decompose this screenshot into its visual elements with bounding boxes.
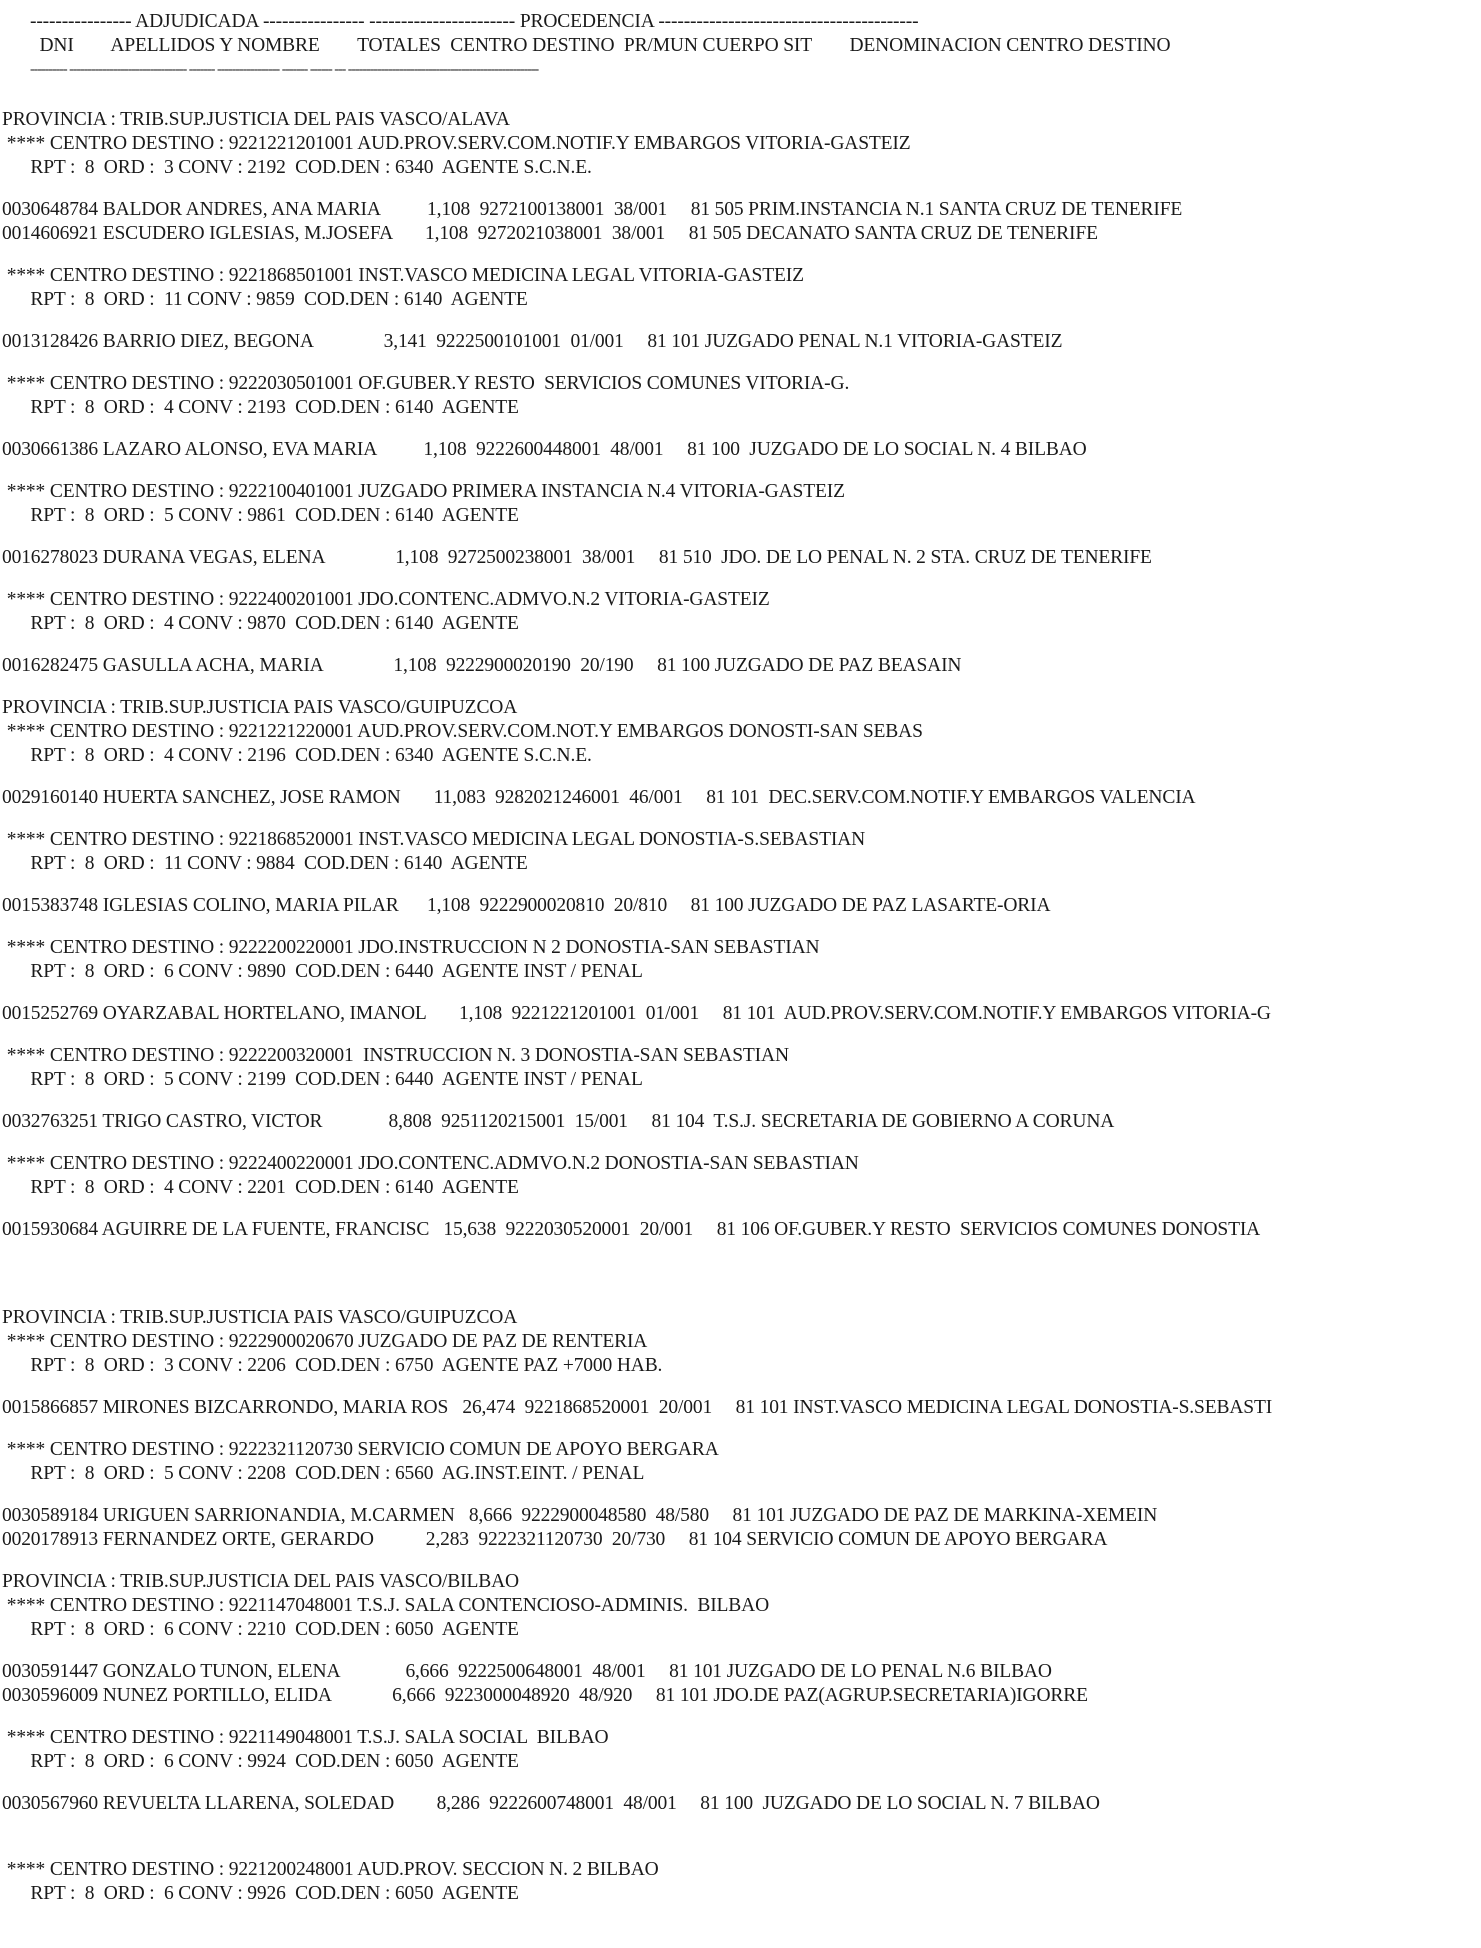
center-detail: RPT : 8 ORD : 4 CONV : 2193 COD.DEN : 6140 AGENTE [2, 397, 519, 418]
center-detail: RPT : 8 ORD : 4 CONV : 9870 COD.DEN : 6140 AGENTE [2, 613, 519, 634]
record-row: 0030661386 LAZARO ALONSO, EVA MARIA 1,108 9222600448001 48/001 81 100 JUZGADO DE LO SOCIAL N. 4 BILBAO [2, 439, 1087, 460]
center-detail: RPT : 8 ORD : 6 CONV : 9926 COD.DEN : 6050 AGENTE [2, 1883, 519, 1904]
center-heading: **** CENTRO DESTINO : 9222200320001 INSTRUCCION N. 3 DONOSTIA-SAN SEBASTIAN [2, 1045, 789, 1066]
column-headers: DNI APELLIDOS Y NOMBRE TOTALES CENTRO DESTINO PR/MUN CUERPO SIT DENOMINACION CENTRO DESTINO [30, 35, 1171, 56]
record-row: 0016282475 GASULLA ACHA, MARIA 1,108 9222900020190 20/190 81 100 JUZGADO DE PAZ BEASAIN [2, 655, 962, 676]
record-row: 0015252769 OYARZABAL HORTELANO, IMANOL 1,108 9221221201001 01/001 81 101 AUD.PROV.SERV.COM.NOTIF.Y EMBARGOS VITORIA-G [2, 1003, 1271, 1024]
header-rule-bottom: ---------- -------------------------------- ------- ----------------- ------- ------ --- ---------------------------------------------------- [30, 62, 539, 77]
record-row: 0030591447 GONZALO TUNON, ELENA 6,666 9222500648001 48/001 81 101 JUZGADO DE LO PENAL N.6 BILBAO [2, 1661, 1052, 1682]
center-heading: **** CENTRO DESTINO : 9221147048001 T.S.J. SALA CONTENCIOSO-ADMINIS. BILBAO [2, 1595, 770, 1616]
center-heading: **** CENTRO DESTINO : 9221200248001 AUD.PROV. SECCION N. 2 BILBAO [2, 1859, 659, 1880]
record-row: 0016278023 DURANA VEGAS, ELENA 1,108 9272500238001 38/001 81 510 JDO. DE LO PENAL N. 2 STA. CRUZ DE TENERIFE [2, 547, 1152, 568]
center-detail: RPT : 8 ORD : 6 CONV : 9924 COD.DEN : 6050 AGENTE [2, 1751, 519, 1772]
province-heading: PROVINCIA : TRIB.SUP.JUSTICIA PAIS VASCO/GUIPUZCOA [2, 697, 518, 718]
province-heading: PROVINCIA : TRIB.SUP.JUSTICIA DEL PAIS VASCO/BILBAO [2, 1571, 519, 1592]
center-detail: RPT : 8 ORD : 11 CONV : 9884 COD.DEN : 6140 AGENTE [2, 853, 528, 874]
center-heading: **** CENTRO DESTINO : 9222321120730 SERVICIO COMUN DE APOYO BERGARA [2, 1439, 719, 1460]
province-heading: PROVINCIA : TRIB.SUP.JUSTICIA PAIS VASCO/GUIPUZCOA [2, 1307, 518, 1328]
center-heading: **** CENTRO DESTINO : 9221868501001 INST.VASCO MEDICINA LEGAL VITORIA-GASTEIZ [2, 265, 804, 286]
header-rule-top: ---------------- ADJUDICADA ---------------- ----------------------- PROCEDENCIA ----------------------------------------- [30, 11, 919, 32]
center-detail: RPT : 8 ORD : 3 CONV : 2192 COD.DEN : 6340 AGENTE S.C.N.E. [2, 157, 592, 178]
record-row: 0030567960 REVUELTA LLARENA, SOLEDAD 8,286 9222600748001 48/001 81 100 JUZGADO DE LO SOCIAL N. 7 BILBAO [2, 1793, 1100, 1814]
record-row: 0014606921 ESCUDERO IGLESIAS, M.JOSEFA 1,108 9272021038001 38/001 81 505 DECANATO SANTA CRUZ DE TENERIFE [2, 223, 1098, 244]
center-detail: RPT : 8 ORD : 6 CONV : 2210 COD.DEN : 6050 AGENTE [2, 1619, 519, 1640]
record-row: 0015930684 AGUIRRE DE LA FUENTE, FRANCISC 15,638 9222030520001 20/001 81 106 OF.GUBER.Y RESTO SERVICIOS COMUNES DONOSTIA [2, 1219, 1261, 1240]
center-heading: **** CENTRO DESTINO : 9222100401001 JUZGADO PRIMERA INSTANCIA N.4 VITORIA-GASTEIZ [2, 481, 845, 502]
center-heading: **** CENTRO DESTINO : 9222200220001 JDO.INSTRUCCION N 2 DONOSTIA-SAN SEBASTIAN [2, 937, 820, 958]
record-row: 0020178913 FERNANDEZ ORTE, GERARDO 2,283 9222321120730 20/730 81 104 SERVICIO COMUN DE APOYO BERGARA [2, 1529, 1108, 1550]
center-heading: **** CENTRO DESTINO : 9221868520001 INST.VASCO MEDICINA LEGAL DONOSTIA-S.SEBASTIAN [2, 829, 866, 850]
record-row: 0013128426 BARRIO DIEZ, BEGONA 3,141 9222500101001 01/001 81 101 JUZGADO PENAL N.1 VITORIA-GASTEIZ [2, 331, 1063, 352]
center-detail: RPT : 8 ORD : 11 CONV : 9859 COD.DEN : 6140 AGENTE [2, 289, 528, 310]
record-row: 0015383748 IGLESIAS COLINO, MARIA PILAR 1,108 9222900020810 20/810 81 100 JUZGADO DE PAZ LASARTE-ORIA [2, 895, 1051, 916]
center-heading: **** CENTRO DESTINO : 9222900020670 JUZGADO DE PAZ DE RENTERIA [2, 1331, 648, 1352]
center-detail: RPT : 8 ORD : 4 CONV : 2201 COD.DEN : 6140 AGENTE [2, 1177, 519, 1198]
record-row: 0030589184 URIGUEN SARRIONANDIA, M.CARMEN 8,666 9222900048580 48/580 81 101 JUZGADO DE PAZ DE MARKINA-XEMEIN [2, 1505, 1158, 1526]
record-row: 0015866857 MIRONES BIZCARRONDO, MARIA ROS 26,474 9221868520001 20/001 81 101 INST.VASCO MEDICINA LEGAL DONOSTIA-S.SEBASTI [2, 1397, 1273, 1418]
record-row: 0032763251 TRIGO CASTRO, VICTOR 8,808 9251120215001 15/001 81 104 T.S.J. SECRETARIA DE GOBIERNO A CORUNA [2, 1111, 1115, 1132]
center-detail: RPT : 8 ORD : 5 CONV : 2208 COD.DEN : 6560 AG.INST.EINT. / PENAL [2, 1463, 645, 1484]
center-detail: RPT : 8 ORD : 5 CONV : 9861 COD.DEN : 6140 AGENTE [2, 505, 519, 526]
center-heading: **** CENTRO DESTINO : 9221149048001 T.S.J. SALA SOCIAL BILBAO [2, 1727, 609, 1748]
center-heading: **** CENTRO DESTINO : 9222400220001 JDO.CONTENC.ADMVO.N.2 DONOSTIA-SAN SEBASTIAN [2, 1153, 859, 1174]
center-detail: RPT : 8 ORD : 3 CONV : 2206 COD.DEN : 6750 AGENTE PAZ +7000 HAB. [2, 1355, 663, 1376]
center-detail: RPT : 8 ORD : 6 CONV : 9890 COD.DEN : 6440 AGENTE INST / PENAL [2, 961, 643, 982]
center-detail: RPT : 8 ORD : 5 CONV : 2199 COD.DEN : 6440 AGENTE INST / PENAL [2, 1069, 643, 1090]
record-row: 0030596009 NUNEZ PORTILLO, ELIDA 6,666 9223000048920 48/920 81 101 JDO.DE PAZ(AGRUP.SECRETARIA)IGORRE [2, 1685, 1088, 1706]
record-row: 0030648784 BALDOR ANDRES, ANA MARIA 1,108 9272100138001 38/001 81 505 PRIM.INSTANCIA N.1 SANTA CRUZ DE TENERIFE [2, 199, 1183, 220]
province-heading: PROVINCIA : TRIB.SUP.JUSTICIA DEL PAIS VASCO/ALAVA [2, 109, 510, 130]
center-heading: **** CENTRO DESTINO : 9221221201001 AUD.PROV.SERV.COM.NOTIF.Y EMBARGOS VITORIA-GASTEIZ [2, 133, 911, 154]
center-heading: **** CENTRO DESTINO : 9222400201001 JDO.CONTENC.ADMVO.N.2 VITORIA-GASTEIZ [2, 589, 770, 610]
center-detail: RPT : 8 ORD : 4 CONV : 2196 COD.DEN : 6340 AGENTE S.C.N.E. [2, 745, 592, 766]
center-heading: **** CENTRO DESTINO : 9221221220001 AUD.PROV.SERV.COM.NOT.Y EMBARGOS DONOSTI-SAN SEBAS [2, 721, 923, 742]
center-heading: **** CENTRO DESTINO : 9222030501001 OF.GUBER.Y RESTO SERVICIOS COMUNES VITORIA-G. [2, 373, 850, 394]
record-row: 0029160140 HUERTA SANCHEZ, JOSE RAMON 11,083 9282021246001 46/001 81 101 DEC.SERV.COM.NOTIF.Y EMBARGOS VALENCIA [2, 787, 1196, 808]
